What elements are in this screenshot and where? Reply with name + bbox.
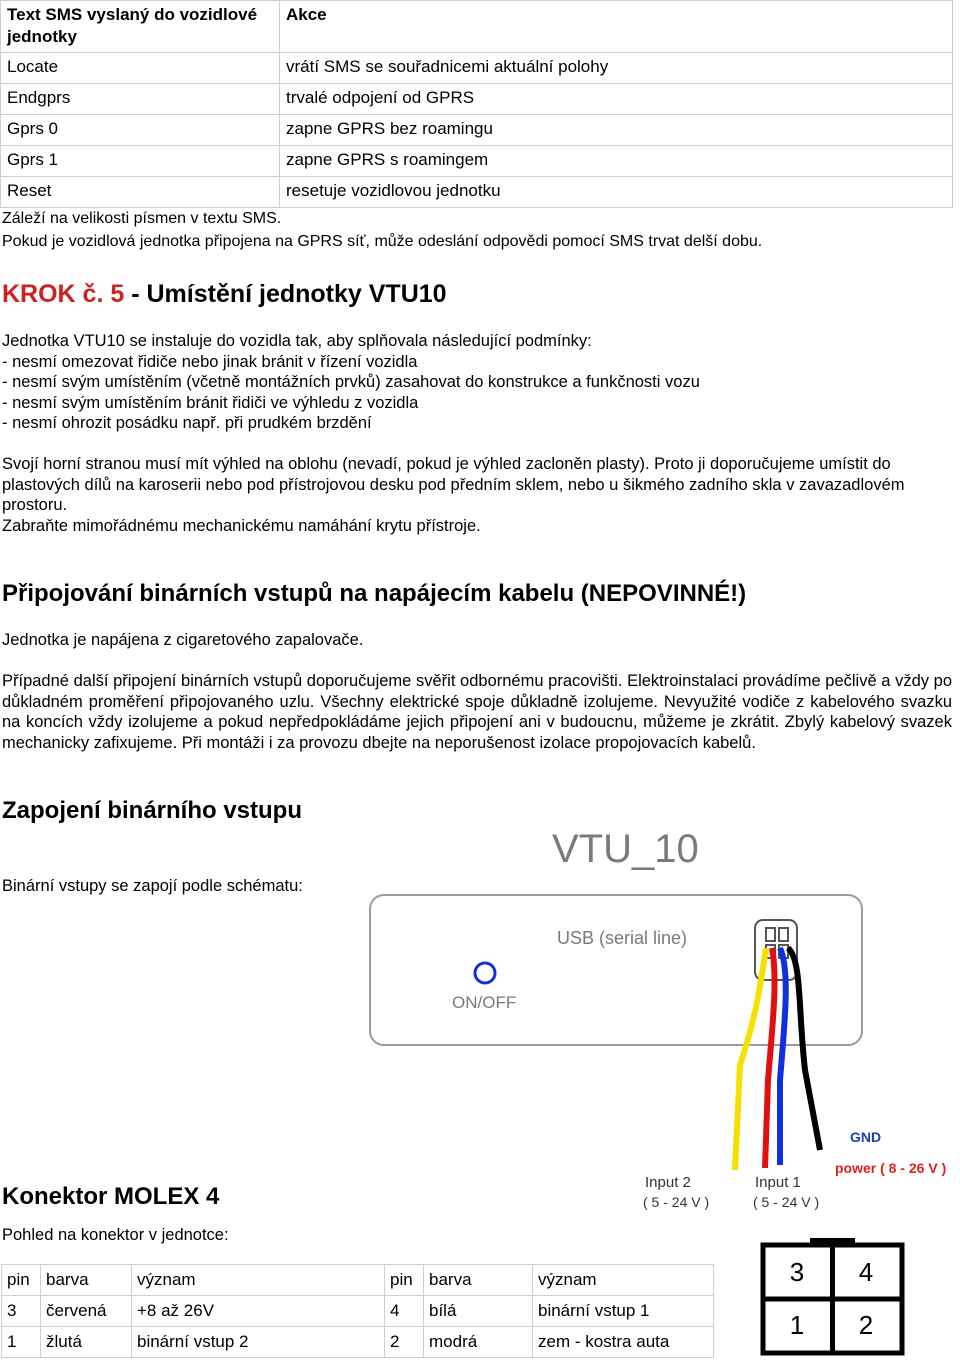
table-header-row — [1, 1, 953, 53]
input1-range: ( 5 - 24 V ) — [753, 1194, 820, 1210]
table-row — [2, 1296, 714, 1327]
wiring-heading: Zapojení binárního vstupu — [2, 797, 302, 824]
sky-view-paragraph: Svojí horní stranou musí mít výhled na oblohu (nevadí, pokud je výhled zacloněn plasty). Proto ji doporučujeme umístit do plastových dílů na karoserii nebo pod přístrojovou desku pod předním sklem, nebo u šikmého zadního skla v zavazadlovém prostoru. — [2, 455, 905, 515]
header-cell: barva — [424, 1265, 533, 1296]
sms-command: Reset — [1, 177, 280, 208]
stress-paragraph: Zabraňte mimořádnému mechanickému namáhání krytu přístroje. — [2, 517, 481, 535]
header-cell: pin — [2, 1265, 41, 1296]
header-cell: pin — [385, 1265, 424, 1296]
color-cell: červená — [41, 1296, 132, 1327]
meaning-cell: zem - kostra auta — [533, 1327, 714, 1358]
sms-action: resetuje vozidlovou jednotku — [280, 177, 953, 208]
sms-table — [0, 0, 953, 208]
pin-cell: 4 — [385, 1296, 424, 1327]
color-cell: modrá — [424, 1327, 533, 1358]
sms-command: Gprs 0 — [1, 115, 280, 146]
condition-item: - nesmí omezovat řidiče nebo jinak bránit v řízení vozidla — [2, 352, 418, 371]
sms-action: trvalé odpojení od GPRS — [280, 84, 953, 115]
input2-label: Input 2 — [645, 1174, 691, 1191]
molex-heading: Konektor MOLEX 4 — [2, 1183, 220, 1210]
wiring-diagram — [340, 820, 960, 1220]
case-note: Záleží na velikosti písmen v textu SMS. — [2, 210, 282, 227]
advice-paragraph: Případné další připojení binárních vstupů doporučujeme svěřit odbornému pracovišti. Elektroinstalaci provádíme pečlivě a vždy po důkladném proměření připojovaného uzlu. Všechny elektrické spoje důkladně izolujeme. Nevyužité vodiče z kabelového svazku na koncích vždy izolujeme a pokud nepředpokládáme jejich připojení ani v budoucnu, můžeme je zkrátit. Zbylý kabelový svazek mechanicky zafixujeme. Při montáži i za provozu dbejte na neporušenost izolace propojovacích kabelů. — [2, 672, 952, 752]
header-cell-sms: Text SMS vyslaný do vozidlové jednotky — [1, 1, 280, 53]
pin-label: 4 — [858, 1257, 874, 1287]
onoff-label: ON/OFF — [452, 993, 517, 1012]
condition-item: - nesmí svým umístěním bránit řidiči ve výhledu z vozidla — [2, 393, 419, 412]
molex-subtitle: Pohled na konektor v jednotce: — [2, 1226, 229, 1244]
header-cell: barva — [41, 1265, 132, 1296]
header-cell-action: Akce — [280, 1, 953, 53]
wiring-text: Binární vstupy se zapojí podle schématu: — [2, 877, 303, 895]
binary-heading: Připojování binárních vstupů na napájecím kabelu (NEPOVINNÉ!) — [2, 580, 747, 607]
pin-cell: 3 — [2, 1296, 41, 1327]
sms-action: vrátí SMS se souřadnicemi aktuální polohy — [280, 53, 953, 84]
table-row — [1, 146, 953, 177]
step-title: - Umístění jednotky VTU10 — [124, 280, 447, 308]
color-cell: bílá — [424, 1296, 533, 1327]
gnd-label: GND — [850, 1129, 882, 1145]
step-heading — [2, 280, 447, 309]
powered-text: Jednotka je napájena z cigaretového zapalovače. — [2, 631, 364, 649]
header-cell: význam — [533, 1265, 714, 1296]
table-row — [1, 177, 953, 208]
header-cell: význam — [132, 1265, 385, 1296]
table-row — [1, 115, 953, 146]
molex-table — [1, 1264, 714, 1358]
meaning-cell: binární vstup 1 — [533, 1296, 714, 1327]
install-conditions — [2, 331, 954, 434]
power-label: power ( 8 - 26 V ) — [835, 1160, 947, 1176]
gprs-note: Pokud je vozidlová jednotka připojena na GPRS síť, může odeslání odpovědi pomocí SMS trvat delší dobu. — [2, 233, 763, 250]
pin-cell: 1 — [2, 1327, 41, 1358]
sms-command: Endgprs — [1, 84, 280, 115]
condition-item: - nesmí svým umístěním (včetně montážních prvků) zasahovat do konstrukce a funkčnosti vozu — [2, 373, 700, 392]
usb-label: USB (serial line) — [557, 928, 688, 948]
sms-action: zapne GPRS s roamingem — [280, 146, 953, 177]
input2-range: ( 5 - 24 V ) — [643, 1194, 710, 1210]
connector-pinout-diagram — [760, 1238, 905, 1356]
pin-label: 3 — [789, 1257, 805, 1287]
sms-command: Gprs 1 — [1, 146, 280, 177]
condition-item: - nesmí ohrozit posádku např. při prudkém brzdění — [2, 414, 372, 433]
install-intro: Jednotka VTU10 se instaluje do vozidla tak, aby splňovala následující podmínky: — [2, 332, 592, 350]
table-row — [1, 84, 953, 115]
meaning-cell: binární vstup 2 — [132, 1327, 385, 1358]
meaning-cell: +8 až 26V — [132, 1296, 385, 1327]
table-row — [2, 1327, 714, 1358]
sms-action: zapne GPRS bez roamingu — [280, 115, 953, 146]
color-cell: žlutá — [41, 1327, 132, 1358]
pin-label: 2 — [858, 1310, 874, 1340]
diagram-title: VTU_10 — [552, 827, 699, 871]
input1-label: Input 1 — [755, 1174, 801, 1191]
pin-label: 1 — [789, 1310, 805, 1340]
pin-cell: 2 — [385, 1327, 424, 1358]
table-header-row — [2, 1265, 714, 1296]
table-row — [1, 53, 953, 84]
step-number: KROK č. 5 — [2, 280, 125, 308]
sms-command: Locate — [1, 53, 280, 84]
